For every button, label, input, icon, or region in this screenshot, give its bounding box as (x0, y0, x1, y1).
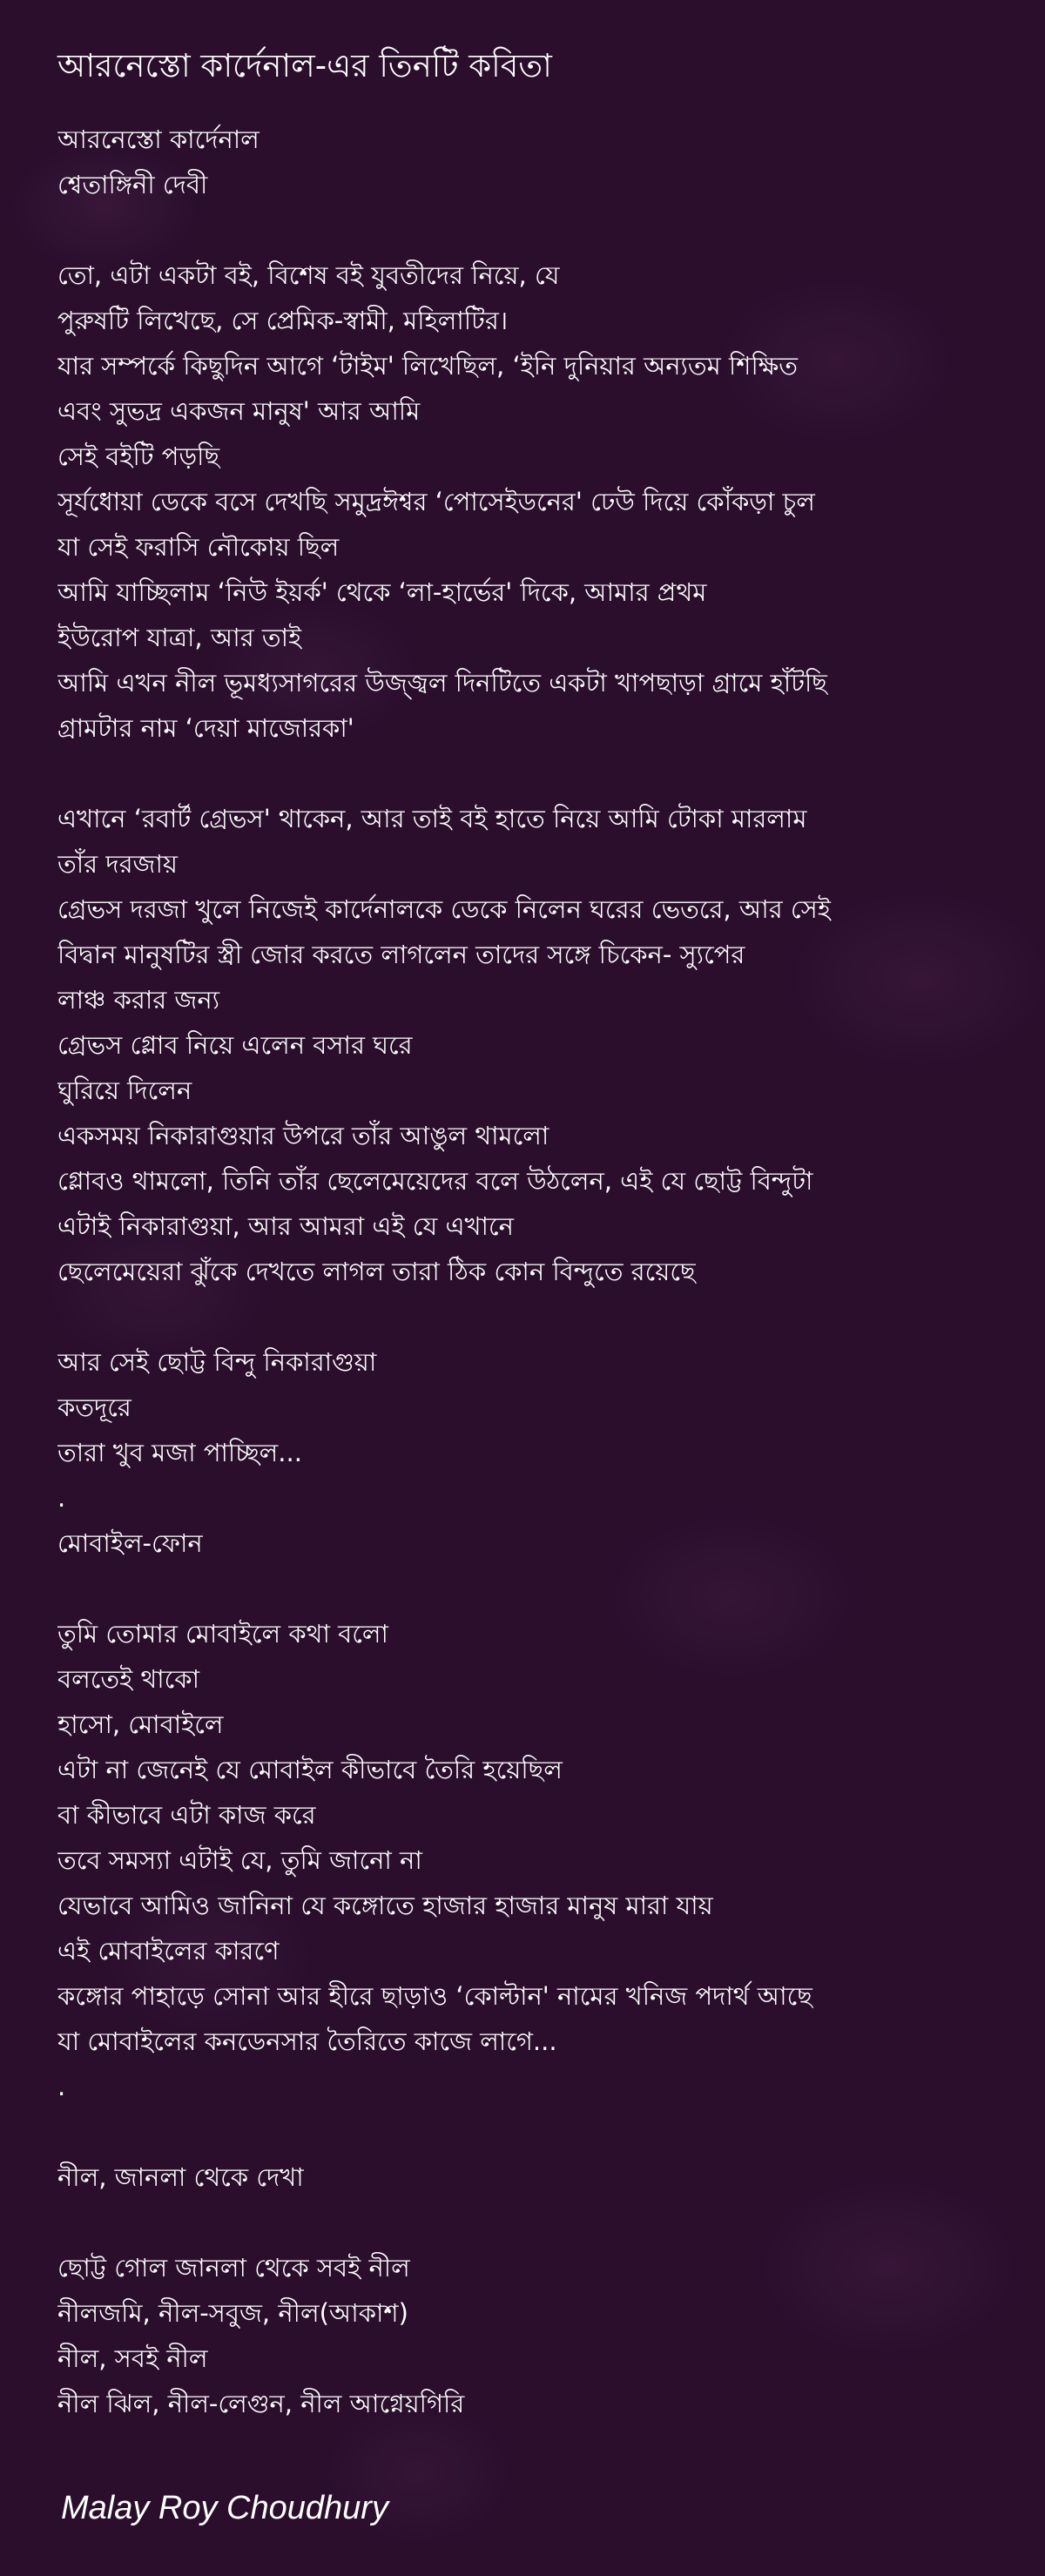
poem-title: আরনেস্তো কার্দেনাল-এর তিনটি কবিতা (57, 47, 552, 84)
poem-line: ছোট্ট গোল জানলা থেকে সবই নীল (57, 2253, 410, 2283)
poem-line: . (57, 2072, 66, 2101)
poem-line: আমি এখন নীল ভূমধ্যসাগরের উজ্জ্বল দিনটিতে একটা খাপছাড়া গ্রামে হাঁটছি (57, 668, 827, 698)
poem-line (57, 207, 998, 253)
poem-line: ঘুরিয়ে দিলেন (57, 1076, 192, 1105)
poem-line: গ্লোবও থামলো, তিনি তাঁর ছেলেমেয়েদের বলে উঠলেন, এই যে ছোট্ট বিন্দুটা (57, 1166, 813, 1196)
poem-line: সেই বইটি পড়ছি (57, 442, 220, 471)
poem-line (57, 1566, 998, 1611)
poem-line: যা মোবাইলের কনডেনসার তৈরিতে কাজে লাগে... (57, 2026, 557, 2056)
poem-line: আর সেই ছোট্ট বিন্দু নিকারাগুয়া (57, 1347, 377, 1377)
poem-line: একসময় নিকারাগুয়ার উপরে তাঁর আঙুল থামলো (57, 1121, 549, 1150)
poem-line: এখানে ‘রবার্ট গ্রেভস' থাকেন, আর তাই বই হাতে নিয়ে আমি টোকা মারলাম (57, 804, 807, 833)
poem-container (57, 38, 998, 2426)
poem-line: এটাই নিকারাগুয়া, আর আমরা এই যে এখানে (57, 1211, 514, 1241)
poem-line: নীল, জানলা থেকে দেখা (57, 2162, 304, 2192)
poem-line: বা কীভাবে এটা কাজ করে (57, 1800, 316, 1830)
poem-line: শ্বেতাঙ্গিনী দেবী (57, 170, 208, 199)
poem-line: ইউরোপ যাত্রা, আর তাই (57, 623, 302, 652)
author-signature: Malay Roy Choudhury (61, 2490, 388, 2526)
poem-line: বলতেই থাকো (57, 1664, 200, 1694)
poem-line: সূর্যধোয়া ডেকে বসে দেখছি সমুদ্রঈশ্বর ‘পোসেইডনের' ঢেউ দিয়ে কোঁকড়া চুল (57, 487, 815, 516)
poem-line: লাঞ্চ করার জন্য (57, 985, 220, 1015)
poem-line: কঙ্গোর পাহাড়ে সোনা আর হীরে ছাড়াও ‘কোল্টান' নামের খনিজ পদার্থ আছে (57, 1981, 812, 2011)
poem-line: তুমি তোমার মোবাইলে কথা বলো (57, 1619, 388, 1649)
poem-line: . (57, 1483, 66, 1513)
poem-line: ছেলেমেয়েরা ঝুঁকে দেখতে লাগল তারা ঠিক কোন বিন্দুতে রয়েছে (57, 1257, 696, 1286)
poem-line: তাঁর দরজায় (57, 849, 178, 879)
poem-line: এবং সুভদ্র একজন মানুষ' আর আমি (57, 396, 421, 426)
poem-body (57, 117, 998, 2426)
poem-line: আমি যাচ্ছিলাম ‘নিউ ইয়র্ক' থেকে ‘লা-হার্ভের' দিকে, আমার প্রথম (57, 577, 707, 607)
poem-line: নীল ঝিল, নীল-লেগুন, নীল আগ্নেয়গিরি (57, 2389, 465, 2418)
poem-line (57, 2200, 998, 2245)
poem-line: গ্রেভস দরজা খুলে নিজেই কার্দেনালকে ডেকে নিলেন ঘরের ভেতরে, আর সেই (57, 894, 831, 924)
poem-line: হাসো, মোবাইলে (57, 1709, 224, 1739)
poem-line: কতদূরে (57, 1393, 131, 1422)
poem-line: যেভাবে আমিও জানিনা যে কঙ্গোতে হাজার হাজার মানুষ মারা যায় (57, 1891, 713, 1920)
poem-line: যার সম্পর্কে কিছুদিন আগে ‘টাইম' লিখেছিল, ‘ইনি দুনিয়ার অন্যতম শিক্ষিত (57, 351, 799, 381)
poem-line: তারা খুব মজা পাচ্ছিল... (57, 1438, 302, 1467)
poem-line (57, 1294, 998, 1339)
poem-line: তবে সমস্যা এটাই যে, তুমি জানো না (57, 1845, 422, 1875)
poem-line: মোবাইল-ফোন (57, 1528, 203, 1558)
poem-line: এটা না জেনেই যে মোবাইল কীভাবে তৈরি হয়েছিল (57, 1755, 563, 1784)
poem-line: গ্রেভস গ্লোব নিয়ে এলেন বসার ঘরে (57, 1030, 413, 1060)
poem-line: পুরুষটি লিখেছে, সে প্রেমিক-স্বামী, মহিলাটির। (57, 306, 509, 335)
poem-line: বিদ্বান মানুষটির স্ত্রী জোর করতে লাগলেন তাদের সঙ্গে চিকেন- স্যুপের (57, 940, 745, 969)
poem-line (57, 751, 998, 796)
poem-line: আরনেস্তো কার্দেনাল (57, 125, 260, 154)
poem-line: নীল, সবই নীল (57, 2343, 208, 2373)
poem-line: তো, এটা একটা বই, বিশেষ বই যুবতীদের নিয়ে, যে (57, 260, 560, 290)
poem-line: যা সেই ফরাসি নৌকোয় ছিল (57, 532, 340, 562)
poem-line: গ্রামটার নাম ‘দেয়া মাজোরকা' (57, 713, 354, 743)
poem-line: এই মোবাইলের কারণে (57, 1936, 280, 1966)
poem-line: নীলজমি, নীল-সবুজ, নীল(আকাশ) (57, 2298, 408, 2328)
poem-line (57, 2109, 998, 2155)
